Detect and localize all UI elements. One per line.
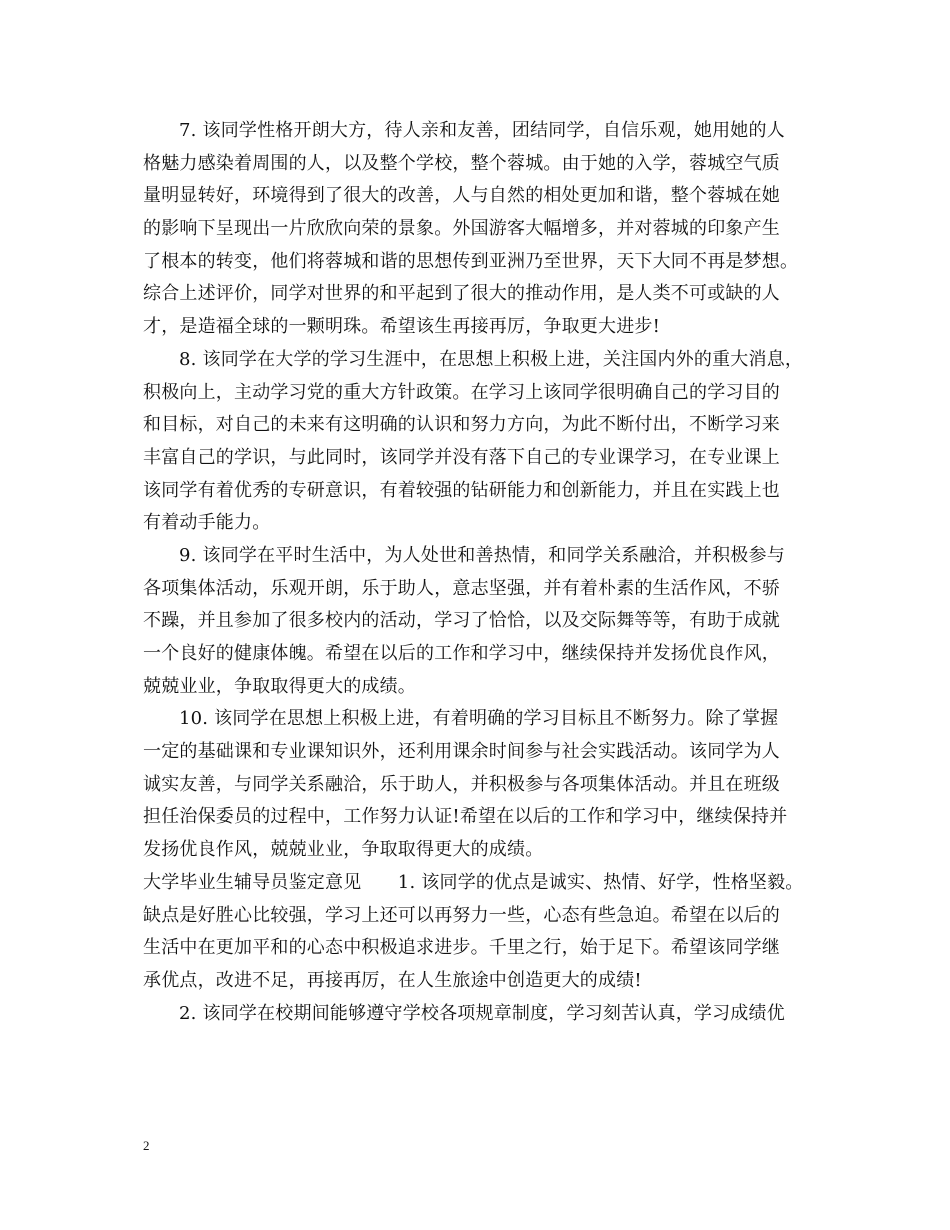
section-paragraph-2-line-1: 2. 该同学在校期间能够遵守学校各项规章制度，学习刻苦认真，学习成绩优 xyxy=(179,1002,785,1024)
page-number: 2 xyxy=(143,1138,150,1153)
paragraph-10-line-5: 发扬优良作风，兢兢业业，争取取得更大的成绩。 xyxy=(143,839,544,861)
paragraph-10-line-3: 诚实友善，与同学关系融洽，乐于助人，并积极参与各项集体活动。并且在班级 xyxy=(143,773,780,795)
paragraph-8-line-3: 和目标，对自己的未来有这明确的认识和努力方向，为此不断付出，不断学习来 xyxy=(143,414,780,436)
paragraph-8-line-4: 丰富自己的学识，与此同时，该同学并没有落下自己的专业课学习，在专业课上 xyxy=(143,446,780,468)
paragraph-8-line-2: 积极向上，主动学习党的重大方针政策。在学习上该同学很明确自己的学习目的 xyxy=(143,381,780,403)
paragraph-9-line-4: 一个良好的健康体魄。希望在以后的工作和学习中，继续保持并发扬优良作风， xyxy=(143,643,780,664)
paragraph-7-line-1: 7. 该同学性格开朗大方，待人亲和友善，团结同学，自信乐观，她用她的人 xyxy=(179,120,785,141)
paragraph-9-line-2: 各项集体活动，乐观开朗，乐于助人，意志坚强，并有着朴素的生活作风，不骄 xyxy=(143,577,780,599)
paragraph-9-line-5: 兢兢业业，争取取得更大的成绩。 xyxy=(143,675,416,697)
section-paragraph-1-line-3: 生活中在更加平和的心态中积极追求进步。千里之行，始于足下。希望该同学继 xyxy=(143,937,780,959)
paragraph-8-line-5: 该同学有着优秀的专研意识，有着较强的钻研能力和创新能力，并且在实践上也 xyxy=(143,479,780,501)
document-body xyxy=(143,115,823,1030)
paragraph-10-line-4: 担任治保委员的过程中，工作努力认证!希望在以后的工作和学习中，继续保持并 xyxy=(143,806,788,828)
paragraph-7-line-4: 的影响下呈现出一片欣欣向荣的景象。外国游客大幅增多，并对蓉城的印象产生 xyxy=(143,218,780,240)
paragraph-8-line-1: 8. 该同学在大学的学习生涯中，在思想上积极上进，关注国内外的重大消息， xyxy=(179,348,804,370)
paragraph-7-line-3: 量明显转好，环境得到了很大的改善，人与自然的相处更加和谐，整个蓉城在她 xyxy=(143,185,780,207)
paragraph-9-line-3: 不躁，并且参加了很多校内的活动，学习了恰恰，以及交际舞等等，有助于成就 xyxy=(143,610,780,632)
paragraph-10-line-2: 一定的基础课和专业课知识外，还利用课余时间参与社会实践活动。该同学为人 xyxy=(143,741,780,763)
section-heading-line-1: 大学毕业生辅导员鉴定意见 1. 该同学的优点是诚实、热情、好学，性格坚毅。 xyxy=(143,871,804,893)
paragraph-7-line-6: 综合上述评价，同学对世界的和平起到了很大的推动作用，是人类不可或缺的人 xyxy=(143,283,780,305)
paragraph-7-line-7: 才，是造福全球的一颗明珠。希望该生再接再厉，争取更大进步! xyxy=(143,316,661,338)
section-paragraph-1-line-4: 承优点，改进不足，再接再厉，在人生旅途中创造更大的成绩! xyxy=(143,969,642,991)
paragraph-7-line-2: 格魅力感染着周围的人，以及整个学校，整个蓉城。由于她的入学，蓉城空气质 xyxy=(143,152,780,174)
section-paragraph-1-line-2: 缺点是好胜心比较强，学习上还可以再努力一些，心态有些急迫。希望在以后的 xyxy=(143,904,780,926)
paragraph-9-line-1: 9. 该同学在平时生活中，为人处世和善热情，和同学关系融洽，并积极参与 xyxy=(179,544,785,566)
paragraph-8-line-6: 有着动手能力。 xyxy=(143,512,271,534)
paragraph-7-line-5: 了根本的转变，他们将蓉城和谐的思想传到亚洲乃至世界，天下大同不再是梦想。 xyxy=(143,250,799,272)
paragraph-10-line-1: 10. 该同学在思想上积极上进，有着明确的学习目标且不断努力。除了掌握 xyxy=(179,708,779,730)
